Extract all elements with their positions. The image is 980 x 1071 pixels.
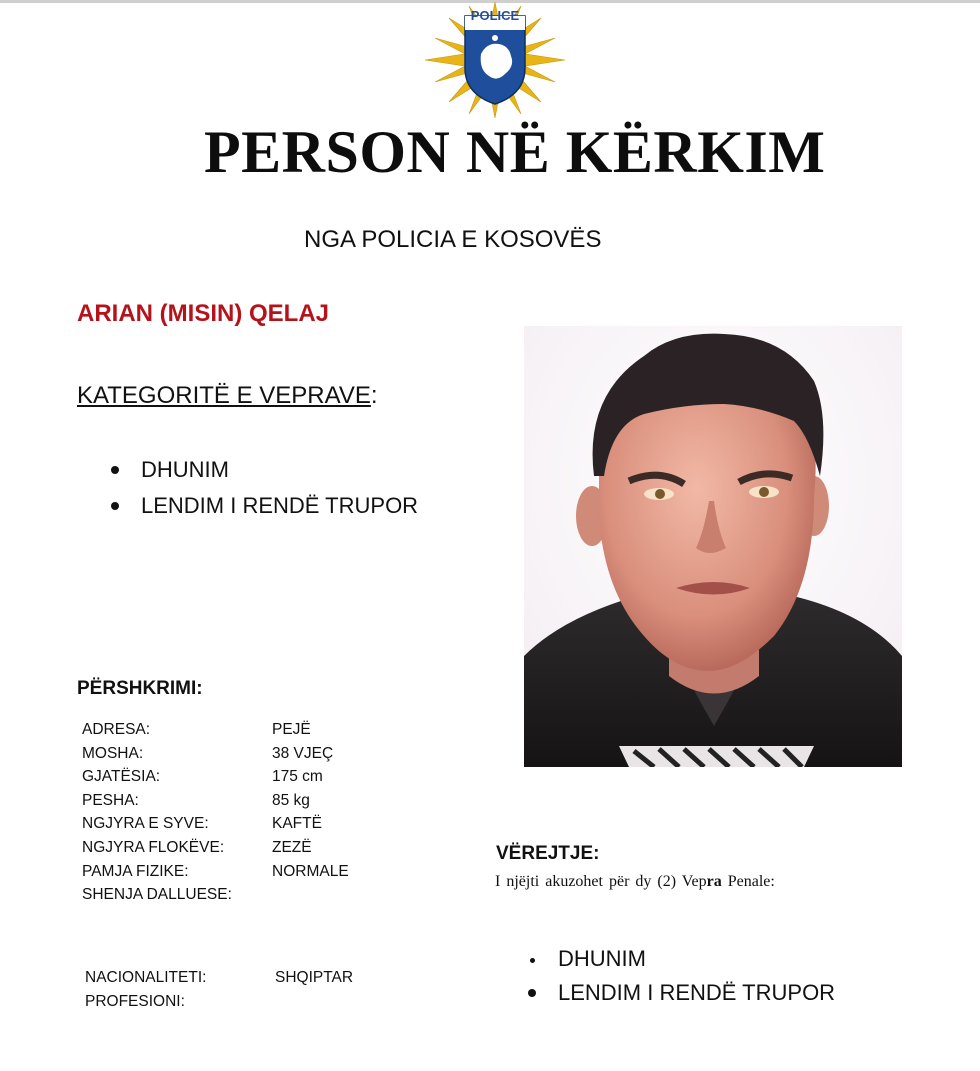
list-item: DHUNIM — [558, 944, 835, 978]
nationality-profession-table — [85, 966, 385, 1014]
field-label: NGJYRA FLOKËVE: — [82, 838, 225, 856]
description-table — [82, 718, 382, 907]
offense-categories-list — [141, 456, 418, 528]
remarks-text — [495, 873, 775, 891]
list-item: DHUNIM — [141, 456, 418, 492]
field-label: MOSHA: — [82, 744, 144, 762]
field-label: SHENJA DALLUESE: — [82, 886, 232, 904]
field-label: GJATËSIA: — [82, 768, 161, 786]
remarks-text-part: I njëjti akuzohet për dy (2) Vep — [495, 873, 707, 890]
field-label: ADRESA: — [82, 721, 151, 738]
table-row — [82, 860, 382, 884]
field-label: PROFESIONI: — [85, 993, 185, 1010]
description-heading: PËRSHKRIMI: — [77, 678, 203, 699]
page-subtitle: NGA POLICIA E KOSOVËS — [304, 226, 602, 253]
remarks-heading: VËREJTJE: — [496, 843, 600, 864]
field-label: NACIONALITETI: — [85, 969, 207, 986]
remarks-text-part: Penale: — [721, 873, 775, 890]
page-title: PERSON NË KËRKIM — [204, 119, 826, 185]
table-row — [82, 765, 382, 789]
field-value: ZEZË — [272, 838, 312, 856]
wanted-person-name: ARIAN (MISIN) QELAJ — [77, 300, 329, 327]
list-item: LENDIM I RENDË TRUPOR — [141, 492, 418, 528]
field-value: PEJË — [272, 721, 311, 738]
field-value: KAFTË — [272, 815, 322, 833]
table-row — [82, 836, 382, 860]
table-row — [82, 718, 382, 742]
field-value: NORMALE — [272, 862, 349, 880]
field-value: 175 cm — [272, 768, 323, 786]
field-label: PESHA: — [82, 791, 139, 809]
table-row — [82, 812, 382, 836]
suspect-photo — [524, 326, 902, 767]
table-row — [85, 990, 385, 1014]
offense-categories-heading — [77, 382, 378, 410]
table-row — [82, 742, 382, 766]
field-value: 85 kg — [272, 791, 310, 809]
badge-text: POLICE — [470, 8, 520, 23]
table-row — [82, 789, 382, 813]
table-row — [82, 883, 382, 907]
field-value: 38 VJEÇ — [272, 744, 334, 762]
field-value: SHQIPTAR — [275, 969, 354, 986]
field-label: PAMJA FIZIKE: — [82, 862, 189, 880]
remarks-text-bold: ra — [706, 873, 722, 890]
heading-colon: : — [370, 382, 378, 409]
kosovo-police-badge-icon — [420, 2, 570, 120]
field-label: NGJYRA E SYVE: — [82, 815, 209, 833]
remarks-offenses-list — [558, 944, 835, 1012]
offense-categories-heading-text: KATEGORITË E VEPRAVE — [77, 382, 371, 409]
table-row — [85, 966, 385, 990]
list-item: LENDIM I RENDË TRUPOR — [558, 978, 835, 1012]
